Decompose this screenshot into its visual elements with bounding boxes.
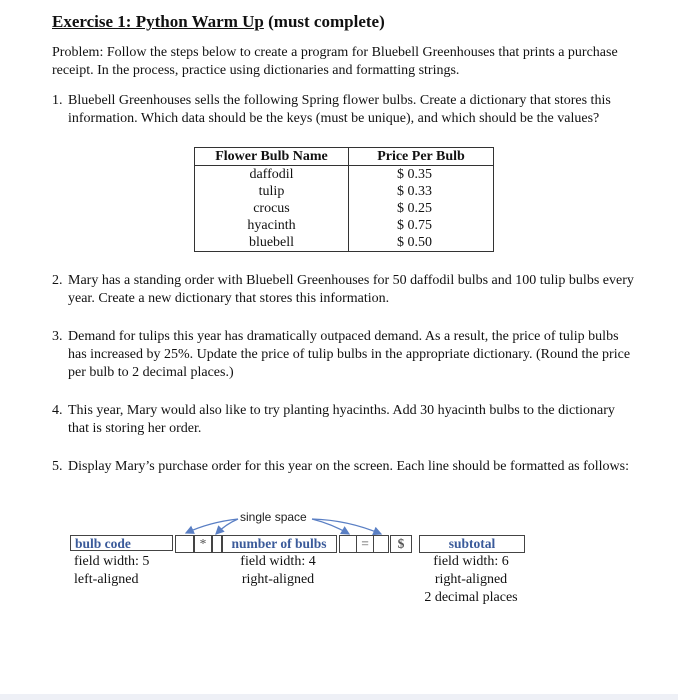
bottom-scroll-edge [0, 694, 678, 700]
bulb-name-cell: tulip [195, 183, 349, 200]
exercise-title-main: Exercise 1: Python Warm Up [52, 12, 264, 31]
step-1-number: 1. [52, 93, 63, 108]
bulb-name-cell: bluebell [195, 234, 349, 252]
step-5-text: Display Mary’s purchase order for this year on the screen. Each line should be formatted as follows: [68, 459, 629, 474]
bulb-name-cell: hyacinth [195, 217, 349, 234]
dollar-symbol-box: $ [390, 535, 412, 553]
bulb-code-description: field width: 5 left-aligned [74, 554, 150, 587]
header-flower-bulb-name: Flower Bulb Name [195, 148, 349, 166]
step-3-number: 3. [52, 329, 63, 344]
subtotal-description: field width: 6 right-aligned 2 decimal places [424, 554, 518, 605]
bulb-name-cell: daffodil [195, 166, 349, 184]
exercise-title-suffix: (must complete) [263, 12, 385, 31]
space-box [339, 535, 357, 553]
subtotal-box: subtotal [419, 535, 525, 553]
bulb-price-cell: $ 0.50 [397, 235, 432, 250]
bulb-name-cell: crocus [195, 200, 349, 217]
times-symbol-box: * [193, 535, 213, 553]
equals-symbol-box: = [356, 535, 374, 553]
step-2-text: Mary has a standing order with Bluebell Greenhouses for 50 daffodil bulbs and 100 tulip bulbs every year. Create a new dictionary that stores this information. [68, 273, 634, 306]
step-4-text: This year, Mary would also like to try planting hyacinths. Add 30 hyacinth bulbs to the dictionary that is storing her order. [68, 403, 615, 436]
step-2-number: 2. [52, 273, 63, 288]
bulb-price-cell: $ 0.75 [397, 218, 432, 233]
bulb-price-cell: $ 0.25 [397, 201, 432, 216]
step-3-text: Demand for tulips this year has dramatically outpaced demand. As a result, the price of tulip bulbs has increased by 25%. Update the price of tulip bulbs in the appropriate dictionary. (Round the price per bulb to 2 decimal places.) [68, 329, 631, 380]
step-4-number: 4. [52, 403, 63, 418]
space-box [373, 535, 389, 553]
number-of-bulbs-box: number of bulbs [221, 535, 337, 553]
step-1-text: Bluebell Greenhouses sells the following Spring flower bulbs. Create a dictionary that stores this information. Which data should be the keys (must be unique), and which should be the values? [68, 93, 611, 126]
problem-statement: Problem: Follow the steps below to create a program for Bluebell Greenhouses that prints a purchase receipt. In the process, practice using dictionaries and formatting strings. [52, 45, 618, 78]
bulb-price-cell: $ 0.33 [397, 184, 432, 199]
number-of-bulbs-description: field width: 4 right-aligned [240, 554, 316, 587]
step-5-number: 5. [52, 459, 63, 474]
single-space-label: single space [240, 510, 307, 524]
bulb-price-cell: $ 0.35 [397, 167, 432, 182]
header-price-per-bulb: Price Per Bulb [349, 148, 494, 166]
space-box [175, 535, 195, 553]
bulb-code-box: bulb code [70, 535, 173, 551]
